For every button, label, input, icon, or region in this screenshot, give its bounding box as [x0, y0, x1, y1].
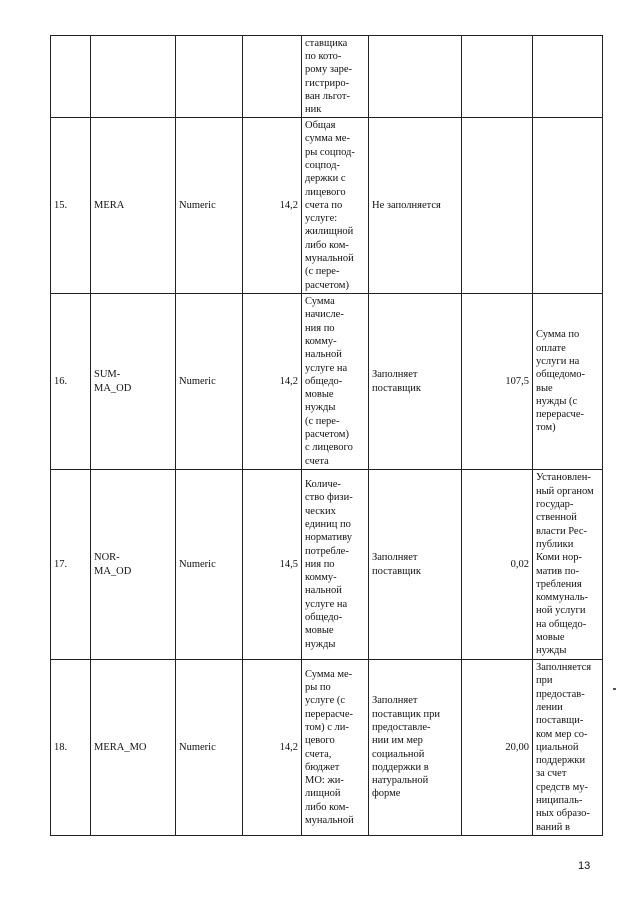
example-value: [462, 118, 533, 294]
example-value: 20,00: [462, 660, 533, 836]
fill-rule: Не заполняется: [369, 118, 462, 294]
field-name: [91, 118, 176, 294]
field-description: Сумма ме- ры по услуге (с перерасче- том) с ли- цевого счета, бюджет МО: жи- лищной либо ком- мунальной: [302, 660, 369, 836]
field-note: [533, 118, 603, 294]
table-row: [51, 294, 603, 470]
field-name: [91, 470, 176, 660]
data-dictionary-table: [50, 35, 603, 836]
table-row: [51, 118, 603, 294]
fill-rule: [369, 36, 462, 118]
example-value: 107,5: [462, 294, 533, 470]
example-value: [462, 36, 533, 118]
field-length: [243, 36, 302, 118]
row-number: 16.: [51, 294, 91, 470]
table-row: [51, 470, 603, 660]
table-row: [51, 660, 603, 836]
field-type: Numeric: [176, 294, 243, 470]
field-type: Numeric: [176, 118, 243, 294]
field-length: 14,2: [243, 118, 302, 294]
fill-rule: Заполняет поставщик: [369, 470, 462, 660]
field-type: [176, 36, 243, 118]
field-note: Установлен- ный органом государ- ственной власти Рес- публики Коми нор- матив по- требления коммуналь- ной услуги на общедо- мовые нужды: [533, 470, 603, 660]
field-name-text: SUM- MA_OD: [94, 369, 132, 394]
page-number: 13: [578, 860, 591, 872]
fill-rule: Заполняет поставщик: [369, 294, 462, 470]
field-note: Заполняется при предостав- лении поставщи- ком мер со- циальной поддержки за счет средств му- ниципаль- ных образо- ваний в: [533, 660, 603, 836]
field-description: ставщика по кото- рому заре- гистриро- ван льгот- ник: [302, 36, 369, 118]
scan-artifact: [613, 688, 616, 690]
row-number: [51, 36, 91, 118]
row-number: 15.: [51, 118, 91, 294]
field-description: Количе- ство физи- ческих единиц по нормативу потребле- ния по комму- нальной услуге на общедо- мовые нужды: [302, 470, 369, 660]
field-name-text: MERA_MO: [94, 741, 147, 753]
field-type: Numeric: [176, 660, 243, 836]
field-name: [91, 36, 176, 118]
fill-rule: Заполняет поставщик при предоставле- нии им мер социальной поддержки в натуральной форме: [369, 660, 462, 836]
field-note: Сумма по оплате услуги на общедомо- вые нужды (с перерасче- том): [533, 294, 603, 470]
field-type: Numeric: [176, 470, 243, 660]
field-name: [91, 660, 176, 836]
example-value: 0,02: [462, 470, 533, 660]
field-description: Общая сумма ме- ры соцпод- соцпод- держки с лицевого счета по услуге: жилищной либо ком- мунальной (с пере- расчетом): [302, 118, 369, 294]
field-name-text: NOR- MA_OD: [94, 552, 132, 577]
field-length: 14,5: [243, 470, 302, 660]
row-number: 17.: [51, 470, 91, 660]
field-name-text: MERA: [94, 199, 125, 211]
field-name: [91, 294, 176, 470]
row-number: 18.: [51, 660, 91, 836]
table-row: [51, 36, 603, 118]
field-length: 14,2: [243, 660, 302, 836]
field-note: [533, 36, 603, 118]
field-description: Сумма начисле- ния по комму- нальной услуге на общедо- мовые нужды (с пере- расчетом) с лицевого счета: [302, 294, 369, 470]
field-length: 14,2: [243, 294, 302, 470]
